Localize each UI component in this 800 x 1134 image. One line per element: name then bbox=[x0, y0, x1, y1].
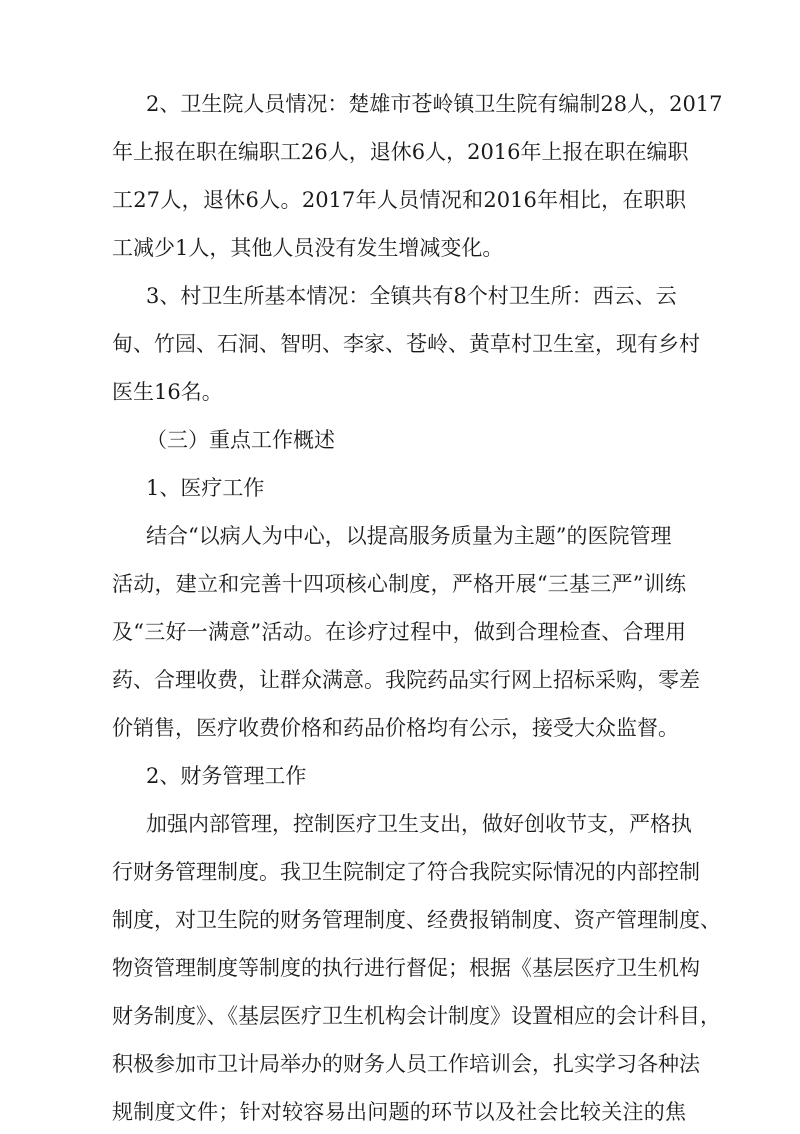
line-text: 积极参加市卫计局举办的财务人员工作培训会，扎实学习各种法 bbox=[112, 1052, 700, 1076]
line-text: 及“三好一满意”活动。在诊疗过程中，做到合理检查、合理用 bbox=[112, 620, 686, 644]
line-text: 活动，建立和完善十四项核心制度，严格开展“三基三严”训练 bbox=[112, 572, 686, 596]
line-text: 甸、竹园、石洞、智明、李家、苍岭、黄草村卫生室，现有乡村 bbox=[112, 332, 700, 356]
paragraph-line bbox=[0, 514, 800, 558]
line-text: 财务制度》、《基层医疗卫生机构会计制度》设置相应的会计科目， bbox=[112, 1004, 721, 1028]
line-text: 制度，对卫生院的财务管理制度、经费报销制度、资产管理制度、 bbox=[112, 908, 721, 932]
line-text: 工减少1人，其他人员没有发生增减变化。 bbox=[112, 236, 504, 260]
heading-text: （三）重点工作概述 bbox=[146, 428, 335, 452]
heading-text: 2、财务管理工作 bbox=[146, 764, 307, 788]
paragraph-line bbox=[0, 850, 800, 894]
paragraph-line bbox=[0, 1042, 800, 1086]
line-text: 物资管理制度等制度的执行进行督促；根据《基层医疗卫生机构 bbox=[112, 956, 700, 980]
paragraph-line bbox=[0, 370, 800, 414]
line-text: 年上报在职在编职工26人，退休6人，2016年上报在职在编职 bbox=[112, 140, 689, 164]
line-text: 价销售，医疗收费价格和药品价格均有公示，接受大众监督。 bbox=[112, 716, 679, 740]
paragraph-line bbox=[0, 562, 800, 606]
heading-text: 1、医疗工作 bbox=[146, 476, 265, 500]
line-text: 医生16名。 bbox=[112, 380, 223, 404]
subsection-heading bbox=[0, 754, 800, 798]
paragraph-line bbox=[0, 898, 800, 942]
paragraph-line bbox=[0, 658, 800, 702]
paragraph-line bbox=[0, 226, 800, 270]
paragraph-line bbox=[0, 130, 800, 174]
line-text: 规制度文件；针对较容易出问题的环节以及社会比较关注的焦 bbox=[112, 1100, 686, 1124]
paragraph-line bbox=[0, 706, 800, 750]
paragraph-line bbox=[0, 802, 800, 846]
paragraph-line bbox=[0, 610, 800, 654]
line-text: 结合“以病人为中心，以提高服务质量为主题”的医院管理 bbox=[146, 524, 672, 548]
paragraph-line bbox=[0, 994, 800, 1038]
line-text: 行财务管理制度。我卫生院制定了符合我院实际情况的内部控制 bbox=[112, 860, 700, 884]
line-text: 3、村卫生所基本情况：全镇共有8个村卫生所：西云、云 bbox=[146, 284, 677, 308]
line-text: 2、卫生院人员情况：楚雄市苍岭镇卫生院有编制28人，2017 bbox=[146, 92, 723, 116]
subsection-heading bbox=[0, 466, 800, 510]
paragraph-line bbox=[0, 322, 800, 366]
line-text: 工27人，退休6人。2017年人员情况和2016年相比，在职职 bbox=[112, 188, 686, 212]
paragraph-line bbox=[0, 274, 800, 318]
section-heading bbox=[0, 418, 800, 462]
paragraph-line bbox=[0, 1090, 800, 1134]
paragraph-line bbox=[0, 82, 800, 126]
paragraph-line bbox=[0, 178, 800, 222]
line-text: 加强内部管理，控制医疗卫生支出，做好创收节支，严格执 bbox=[146, 812, 692, 836]
paragraph-line bbox=[0, 946, 800, 990]
line-text: 药、合理收费，让群众满意。我院药品实行网上招标采购，零差 bbox=[112, 668, 700, 692]
